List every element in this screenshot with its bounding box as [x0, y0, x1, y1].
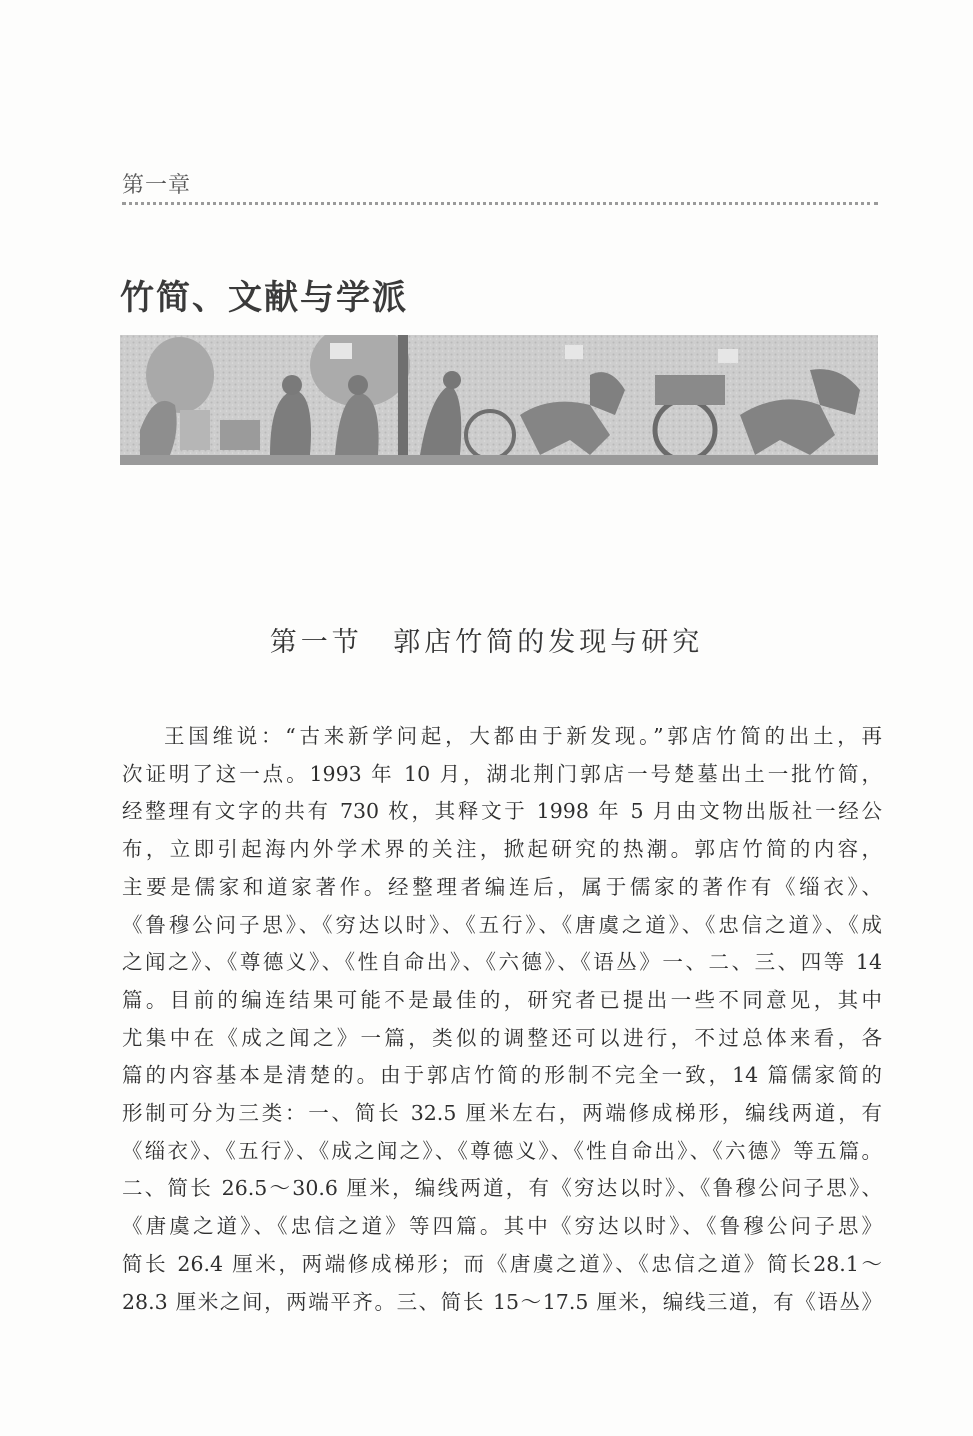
text-line: 形制可分为三类：一、简长 32.5 厘米左右，两端修成梯形，编线两道，有 [122, 1101, 882, 1126]
text-line: 篇的内容基本是清楚的。由于郭店竹简的形制不完全一致，14 篇儒家简的 [122, 1063, 882, 1088]
dotted-divider [122, 202, 878, 205]
chapter-label: 第一章 [122, 173, 192, 198]
text-line: 王国维说：“古来新学问起，大都由于新发现。”郭店竹简的出土，再 [164, 724, 882, 748]
text-line: 《唐虞之道》、《忠信之道》等四篇。其中《穷达以时》、《鲁穆公问子思》 [122, 1214, 882, 1239]
han-stone-relief-image [120, 335, 878, 465]
text-line: 28.3 厘米之间，两端平齐。三、简长 15～17.5 厘米，编线三道，有《语丛》 [122, 1289, 882, 1314]
body-paragraph [122, 718, 882, 1321]
text-line: 之闻之》、《尊德义》、《性自命出》、《六德》、《语丛》一、二、三、四等 14 [122, 950, 882, 975]
text-line: 主要是儒家和道家著作。经整理者编连后，属于儒家的著作有《缁衣》、 [122, 874, 882, 899]
chapter-title: 竹简、文献与学派 [120, 278, 408, 318]
text-line: 《缁衣》、《五行》、《成之闻之》、《尊德义》、《性自命出》、《六德》等五篇。 [122, 1138, 882, 1163]
text-line: 简长 26.4 厘米，两端修成梯形；而《唐虞之道》、《忠信之道》简长28.1～ [122, 1251, 882, 1276]
text-line: 尤集中在《成之闻之》一篇，类似的调整还可以进行，不过总体来看，各 [122, 1025, 882, 1050]
text-line: 二、简长 26.5～30.6 厘米，编线两道，有《穷达以时》、《鲁穆公问子思》、 [122, 1176, 882, 1201]
text-line: 布，立即引起海内外学术界的关注，掀起研究的热潮。郭店竹简的内容， [122, 837, 882, 862]
text-line: 次证明了这一点。1993 年 10 月，湖北荆门郭店一号楚墓出土一批竹简， [122, 761, 882, 786]
text-line: 经整理有文字的共有 730 枚，其释文于 1998 年 5 月由文物出版社一经公 [122, 799, 882, 824]
text-line: 篇。目前的编连结果可能不是最佳的，研究者已提出一些不同意见，其中 [122, 987, 882, 1012]
text-line: 《鲁穆公问子思》、《穷达以时》、《五行》、《唐虞之道》、《忠信之道》、《成 [122, 912, 882, 937]
section-heading: 第一节 郭店竹简的发现与研究 [269, 627, 704, 658]
